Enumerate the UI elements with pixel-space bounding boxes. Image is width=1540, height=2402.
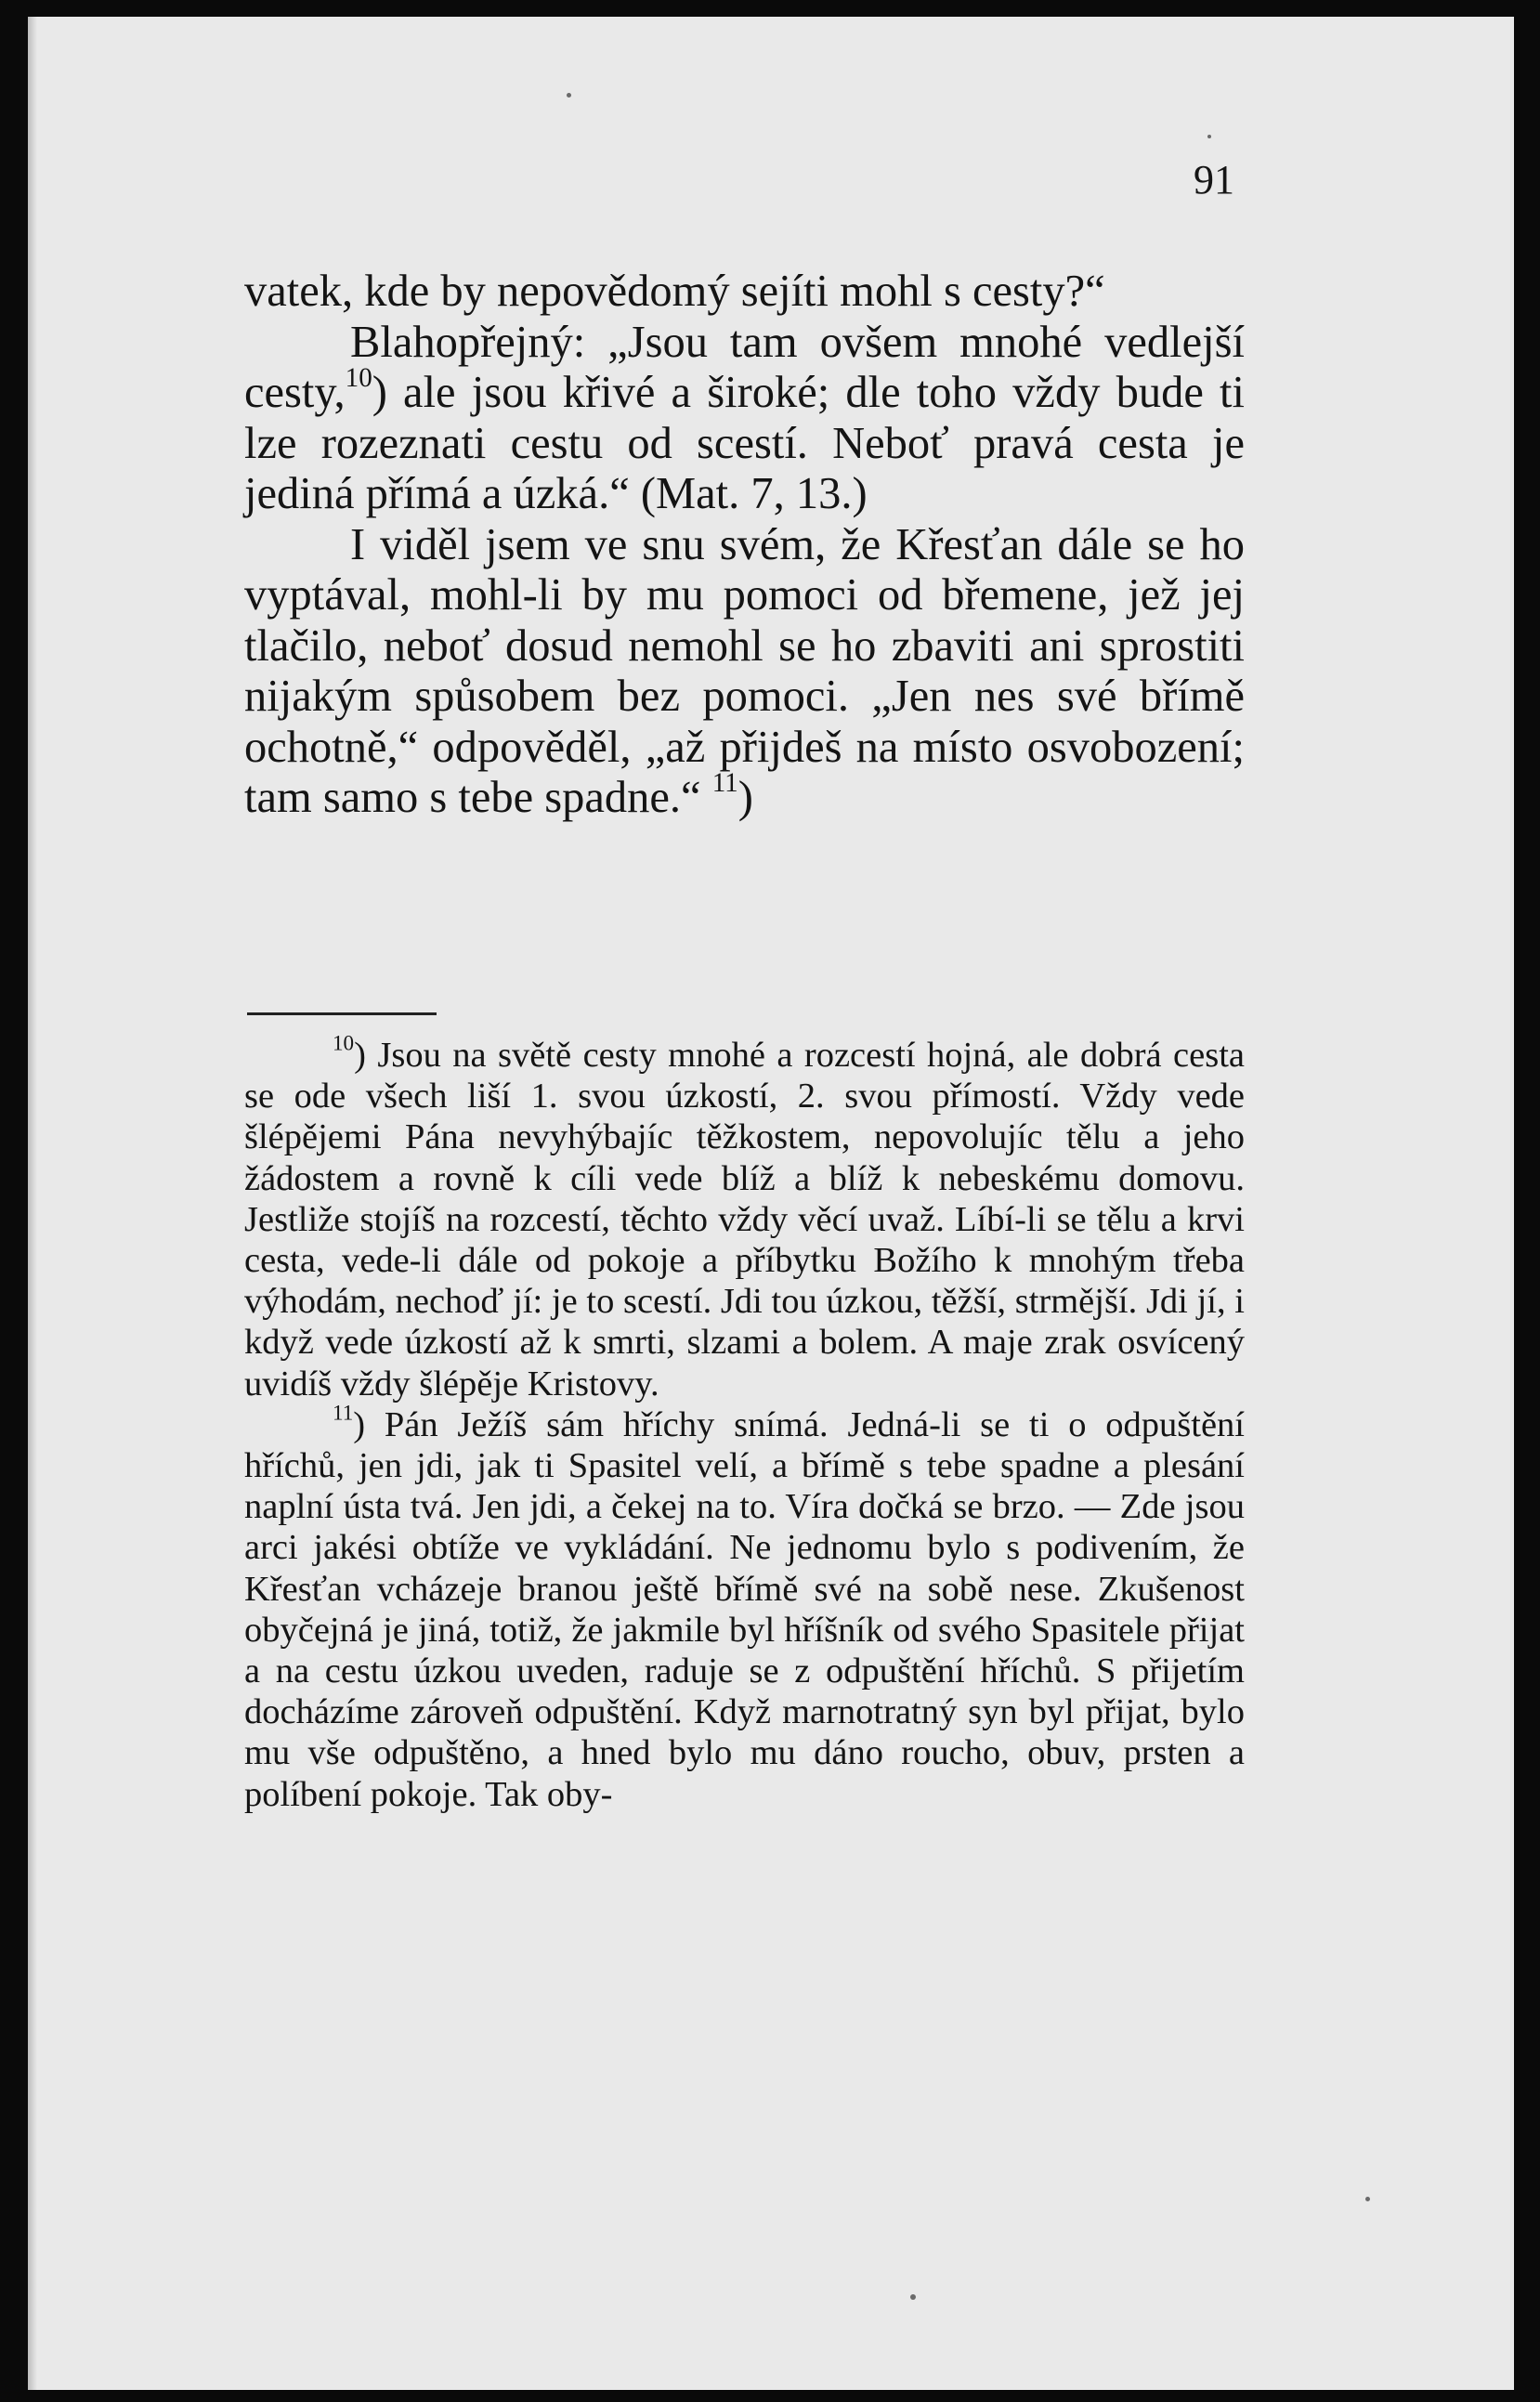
footnote-ref-11: 11	[711, 768, 738, 799]
footnote-separator	[247, 1012, 437, 1015]
paper-speck	[567, 93, 571, 98]
footnote-number: 10	[333, 1030, 355, 1055]
paper-speck	[1207, 135, 1211, 138]
paragraph-2-rest: ) ale jsou křivé a široké; dle toho vždy bude ti lze rozeznati cestu od scestí. Neboť pravá cesta je jediná přímá a úzká.“ (Mat. 7, 13.)	[244, 368, 1245, 518]
paper-speck	[910, 2294, 916, 2300]
page-number: 91	[1194, 157, 1234, 202]
page-edge-shadow	[28, 17, 37, 2390]
main-text	[244, 267, 1245, 824]
paragraph-3-text: I viděl jsem ve snu svém, že Křesťan dále se ho vyptával, mohl-li by mu pomoci od břemene, jež jej tlačilo, neboť dosud nemohl se ho zbaviti ani sprostiti nijakým spůsobem bez pomoci. „Jen nes své břímě ochotně,“ odpověděl, „až přijdeš na místo osvobození; tam samo s tebe spadne.“	[244, 519, 1245, 822]
footnote-11	[244, 1400, 1245, 1815]
footnote-ref-10: 10	[345, 363, 372, 394]
footnote-10	[244, 1030, 1245, 1404]
footnote-number: 11	[333, 1400, 354, 1425]
footnote-text: ) Pán Ježíš sám hříchy snímá. Jedná-li se ti o odpuštění hříchů, jen jdi, jak ti Spasitel velí, a břímě s tebe spadne a plesání naplní ústa tvá. Jen jdi, a čekej na to. Víra dočká se brzo. — Zde jsou arci jakési obtíže ve vykládání. Ne jednomu bylo s podivením, že Křesťan vcházeje branou ještě břímě své na sobě nese. Zkušenost obyčejná je jiná, totiž, že jakmile byl hříšník od svého Spasitele přijat a na cestu úzkou uveden, raduje se z odpuštění hříchů. S přijetím docházíme zároveň odpuštění. Když marnotratný syn byl přijat, bylo mu vše odpuštěno, a hned bylo mu dáno roucho, obuv, prsten a políbení pokoje. Tak oby-	[244, 1404, 1245, 1814]
footnotes	[244, 1030, 1245, 1815]
paragraph-2-text: Blahopřejný: „Jsou tam ovšem mnohé vedlejší cesty,	[244, 317, 1245, 417]
paragraph-3	[244, 520, 1245, 824]
paper-speck	[1365, 2197, 1370, 2201]
footnote-text: ) Jsou na světě cesty mnohé a rozcestí hojná, ale dobrá cesta se ode všech liší 1. svou úzkostí, 2. svou přímostí. Vždy vede šlépějemi Pána nevyhýbajíc těžkostem, nepovolujíc tělu a jeho žádostem a rovně k cíli vede blíž a blíž k nebeskému domovu. Jestliže stojíš na rozcestí, těchto vždy věcí uvaž. Líbí-li se tělu a krvi cesta, vede-li dále od pokoje a příbytku Božího k mnohým třeba výhodám, nechoď jí: je to scestí. Jdi tou úzkou, těžší, strmější. Jdi jí, i když vede úzkostí až k smrti, slzami a bolem. A maje zrak osvícený uvidíš vždy šlépěje Kristovy.	[244, 1036, 1245, 1403]
paragraph-1: vatek, kde by nepovědomý sejíti mohl s cesty?“	[244, 267, 1105, 316]
paragraph-2	[244, 318, 1245, 520]
paragraph-3-tail: )	[737, 773, 753, 822]
